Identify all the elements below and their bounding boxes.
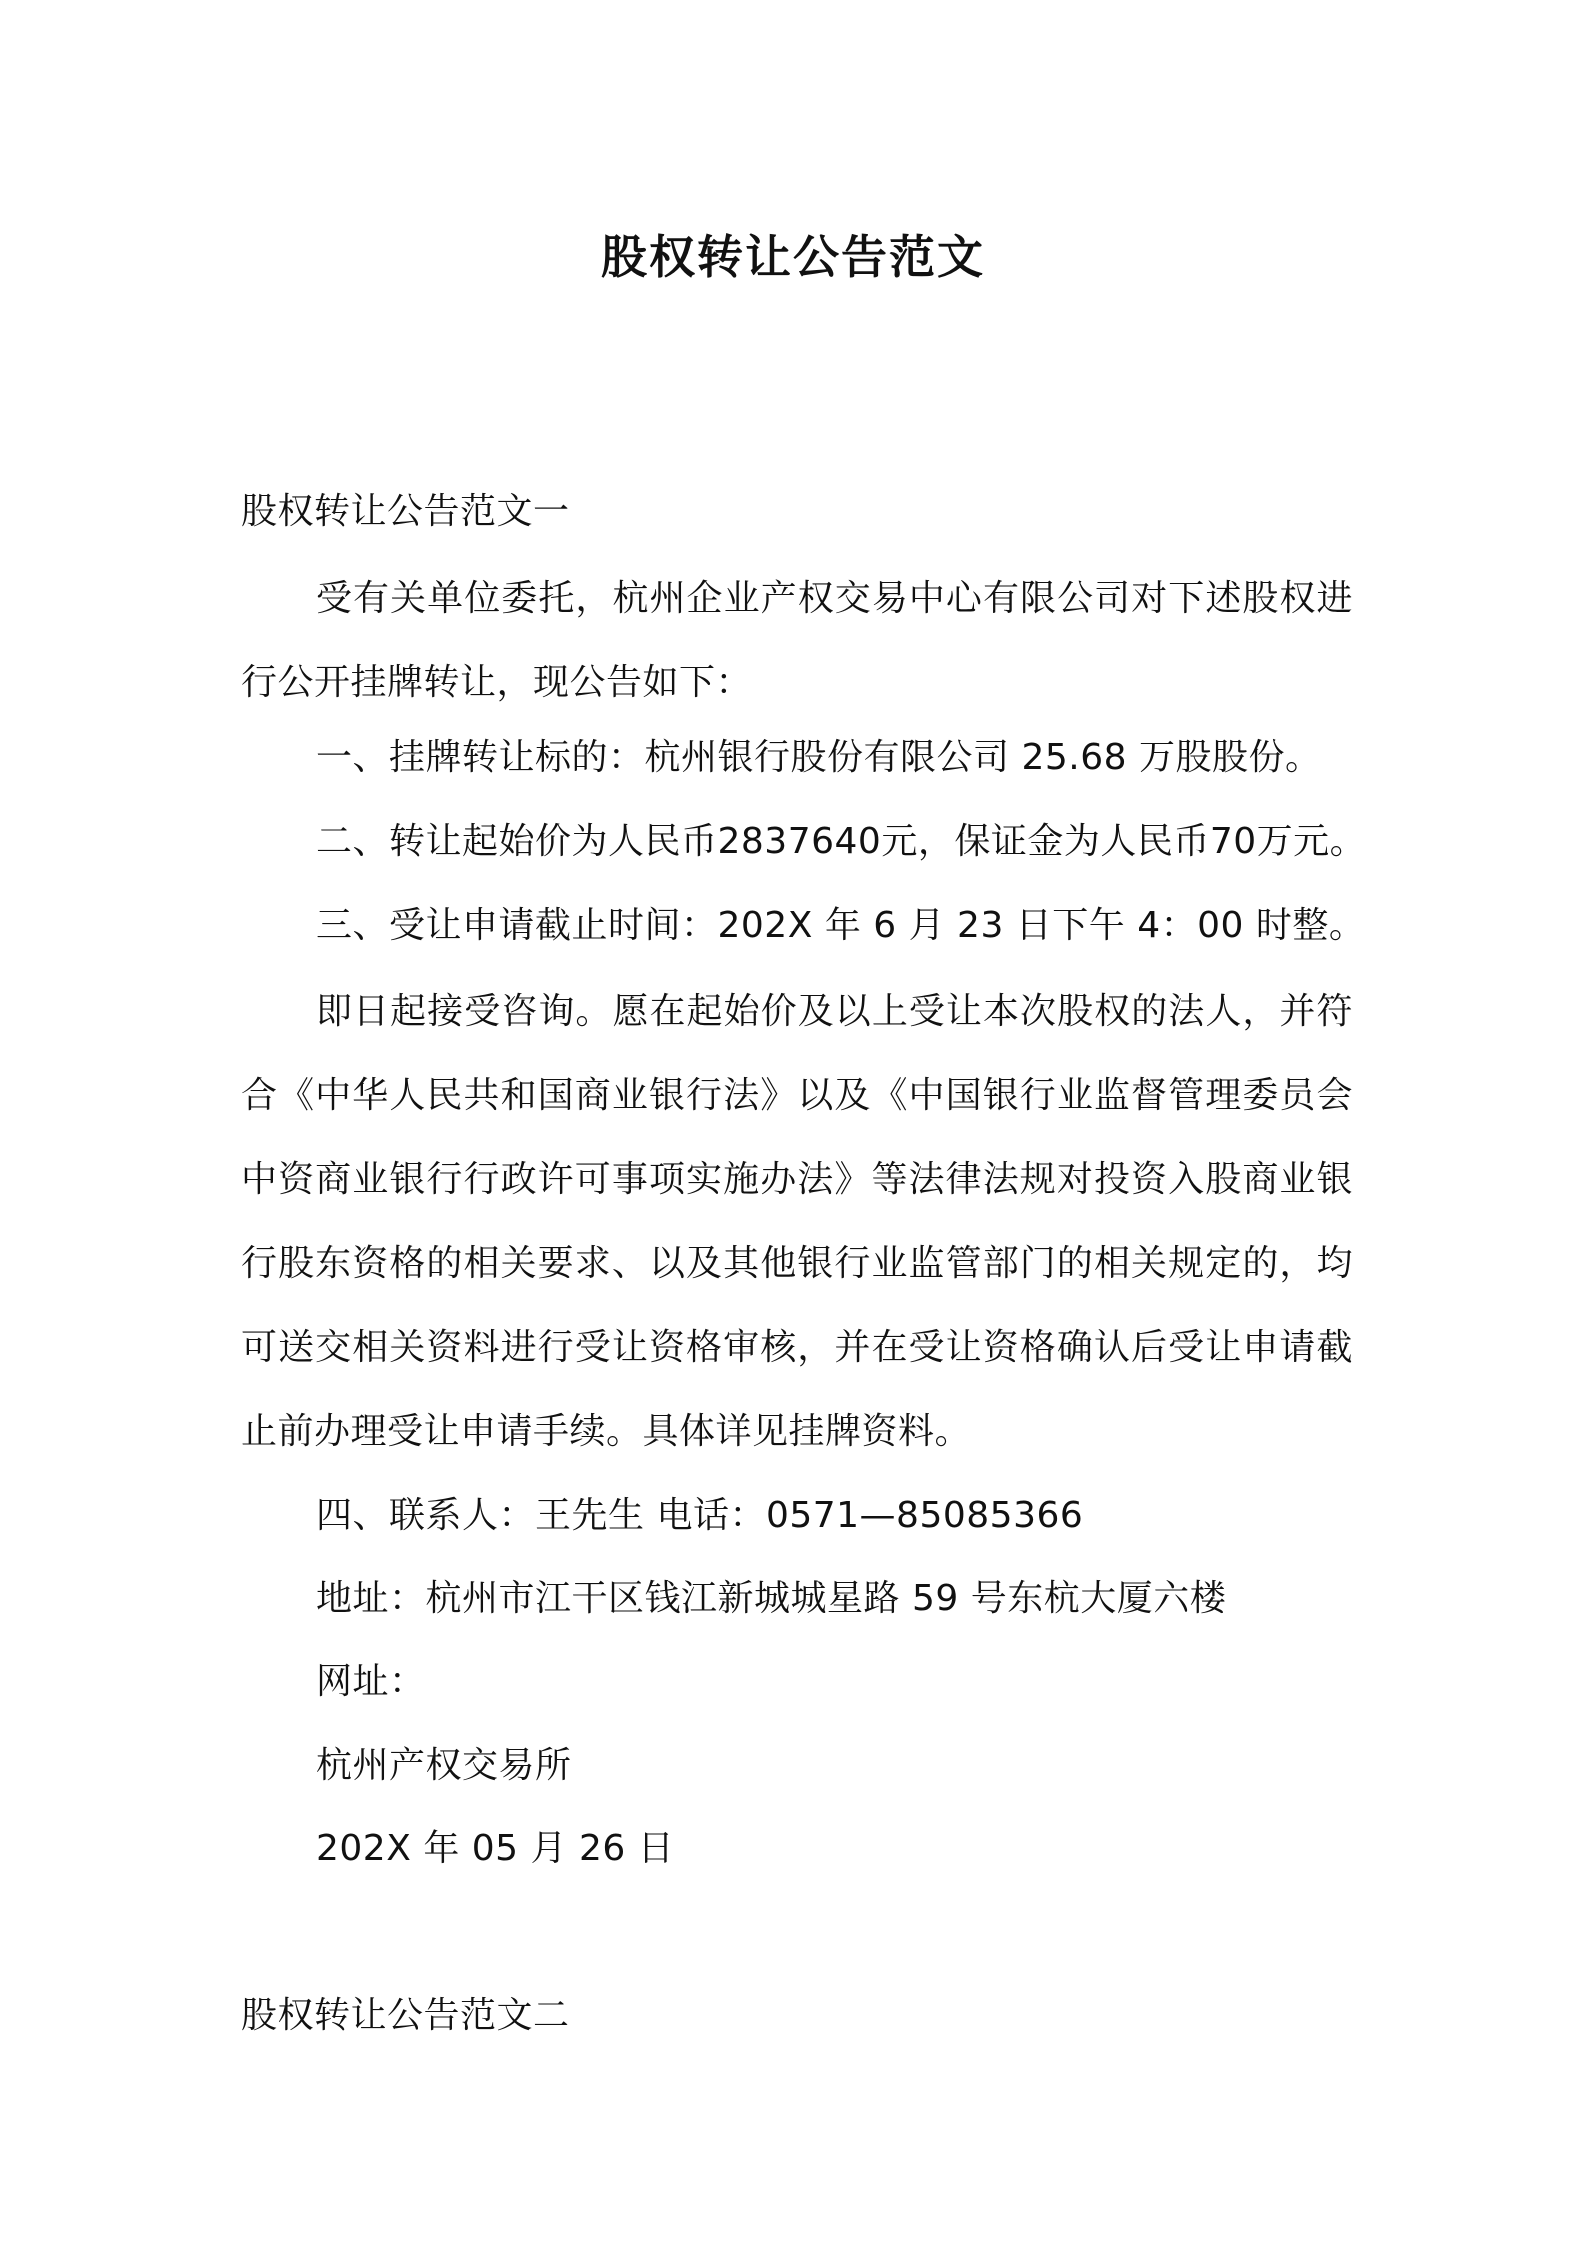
issue-date: 202X 年 05 月 26 日 — [316, 1828, 675, 1869]
intro-paragraph: 受有关单位委托，杭州企业产权交易中心有限公司对下述股权进行公开挂牌转让，现公告如下： — [241, 578, 1353, 703]
section-heading-2: 股权转让公告范文二 — [241, 1995, 570, 2036]
item-1-transfer-target: 一、挂牌转让标的：杭州银行股份有限公司 25.68 万股股份。 — [316, 737, 1322, 778]
consultation-paragraph: 即日起接受咨询。愿在起始价及以上受让本次股权的法人，并符合《中华人民共和国商业银行法》以及《中国银行业监督管理委员会中资商业银行行政许可事项实施办法》等法律法规对投资入股商业银行股东资格的相关要求、以及其他银行业监管部门的相关规定的，均可送交相关资料进行受让资格审核，并在受让资格确认后受让申请截止前办理受让申请手续。具体详见挂牌资料。 — [241, 991, 1353, 1452]
issuer-name: 杭州产权交易所 — [316, 1745, 572, 1786]
item-2-starting-price: 二、转让起始价为人民币2837640元，保证金为人民币70万元。 — [316, 821, 1367, 862]
document-title: 股权转让公告范文 — [601, 230, 985, 284]
item-3-deadline: 三、受让申请截止时间：202X 年 6 月 23 日下午 4：00 时整。 — [316, 905, 1366, 946]
website-line: 网址： — [316, 1661, 426, 1702]
contact-line: 四、联系人：王先生 电话：0571—85085366 — [316, 1495, 1084, 1536]
section-heading-1: 股权转让公告范文一 — [241, 491, 570, 532]
address-line: 地址：杭州市江干区钱江新城城星路 59 号东杭大厦六楼 — [316, 1578, 1227, 1619]
